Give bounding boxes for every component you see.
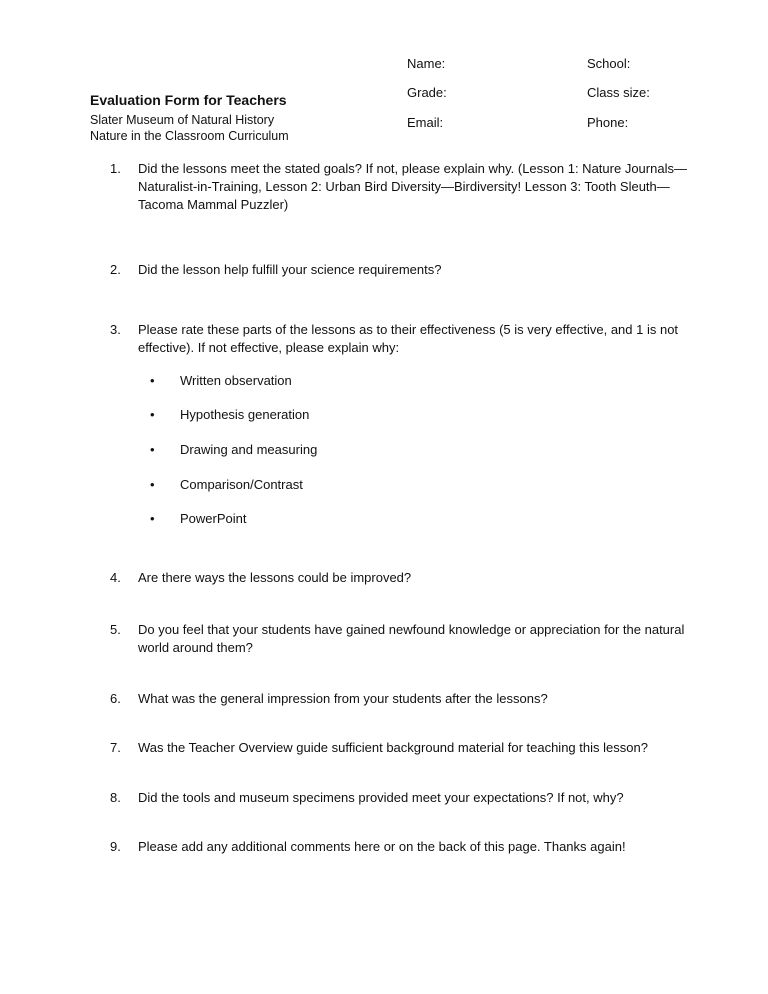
form-header xyxy=(90,92,289,144)
question-number: 5. xyxy=(110,622,121,637)
question-number: 1. xyxy=(110,161,121,176)
bullet-icon: • xyxy=(150,407,155,422)
grade-field-label: Grade: xyxy=(407,85,447,100)
question-text: Did the tools and museum specimens provided meet your expectations? If not, why? xyxy=(138,790,624,805)
question-text: Did the lesson help fulfill your science requirements? xyxy=(138,262,442,277)
question-number: 4. xyxy=(110,570,121,585)
question-8 xyxy=(90,789,690,807)
list-item xyxy=(150,510,246,528)
question-text: Are there ways the lessons could be improved? xyxy=(138,570,412,585)
question-text: What was the general impression from your students after the lessons? xyxy=(138,691,548,706)
bullet-icon: • xyxy=(150,442,155,457)
question-number: 8. xyxy=(110,790,121,805)
phone-field-label: Phone: xyxy=(587,115,629,130)
list-item xyxy=(150,406,309,424)
question-text: Did the lessons meet the stated goals? If not, please explain why. (Lesson 1: Nature Journals—Naturalist-in-Training, Lesson 2: Urban Bird Diversity—Birdiversity! Lesson 3: Tooth Sleuth—Tacoma Mammal Puzzler) xyxy=(138,161,687,212)
question-3 xyxy=(90,321,690,357)
question-number: 7. xyxy=(110,740,121,755)
museum-name: Slater Museum of Natural History xyxy=(90,113,275,127)
bullet-icon: • xyxy=(150,477,155,492)
question-text: Was the Teacher Overview guide sufficient background material for teaching this lesson? xyxy=(138,740,648,755)
question-5 xyxy=(90,621,690,657)
curriculum-name: Nature in the Classroom Curriculum xyxy=(90,129,289,143)
question-9 xyxy=(90,838,690,856)
question-text: Please rate these parts of the lessons as to their effectiveness (5 is very effective, and 1 is not effective). If not effective, please explain why: xyxy=(138,322,679,355)
rating-item-label: Written observation xyxy=(180,373,292,388)
question-4 xyxy=(90,569,690,587)
question-text: Please add any additional comments here or on the back of this page. Thanks again! xyxy=(138,839,626,854)
question-7 xyxy=(90,739,690,757)
list-item xyxy=(150,372,292,390)
question-2 xyxy=(90,261,690,279)
question-number: 9. xyxy=(110,839,121,854)
rating-item-label: Hypothesis generation xyxy=(180,407,310,422)
rating-item-label: PowerPoint xyxy=(180,511,247,526)
email-field-label: Email: xyxy=(407,115,444,130)
question-text: Do you feel that your students have gained newfound knowledge or appreciation for the natural world around them? xyxy=(138,622,685,655)
school-field-label: School: xyxy=(587,56,631,71)
question-number: 3. xyxy=(110,322,121,337)
name-field-label: Name: xyxy=(407,56,446,71)
question-number: 6. xyxy=(110,691,121,706)
question-number: 2. xyxy=(110,262,121,277)
rating-item-label: Comparison/Contrast xyxy=(180,477,303,492)
bullet-icon: • xyxy=(150,511,155,526)
bullet-icon: • xyxy=(150,373,155,388)
class-size-field-label: Class size: xyxy=(587,85,650,100)
question-1 xyxy=(90,160,690,214)
question-6 xyxy=(90,690,690,708)
list-item xyxy=(150,441,317,459)
form-title: Evaluation Form for Teachers xyxy=(90,92,287,108)
rating-item-label: Drawing and measuring xyxy=(180,442,318,457)
list-item xyxy=(150,476,303,494)
